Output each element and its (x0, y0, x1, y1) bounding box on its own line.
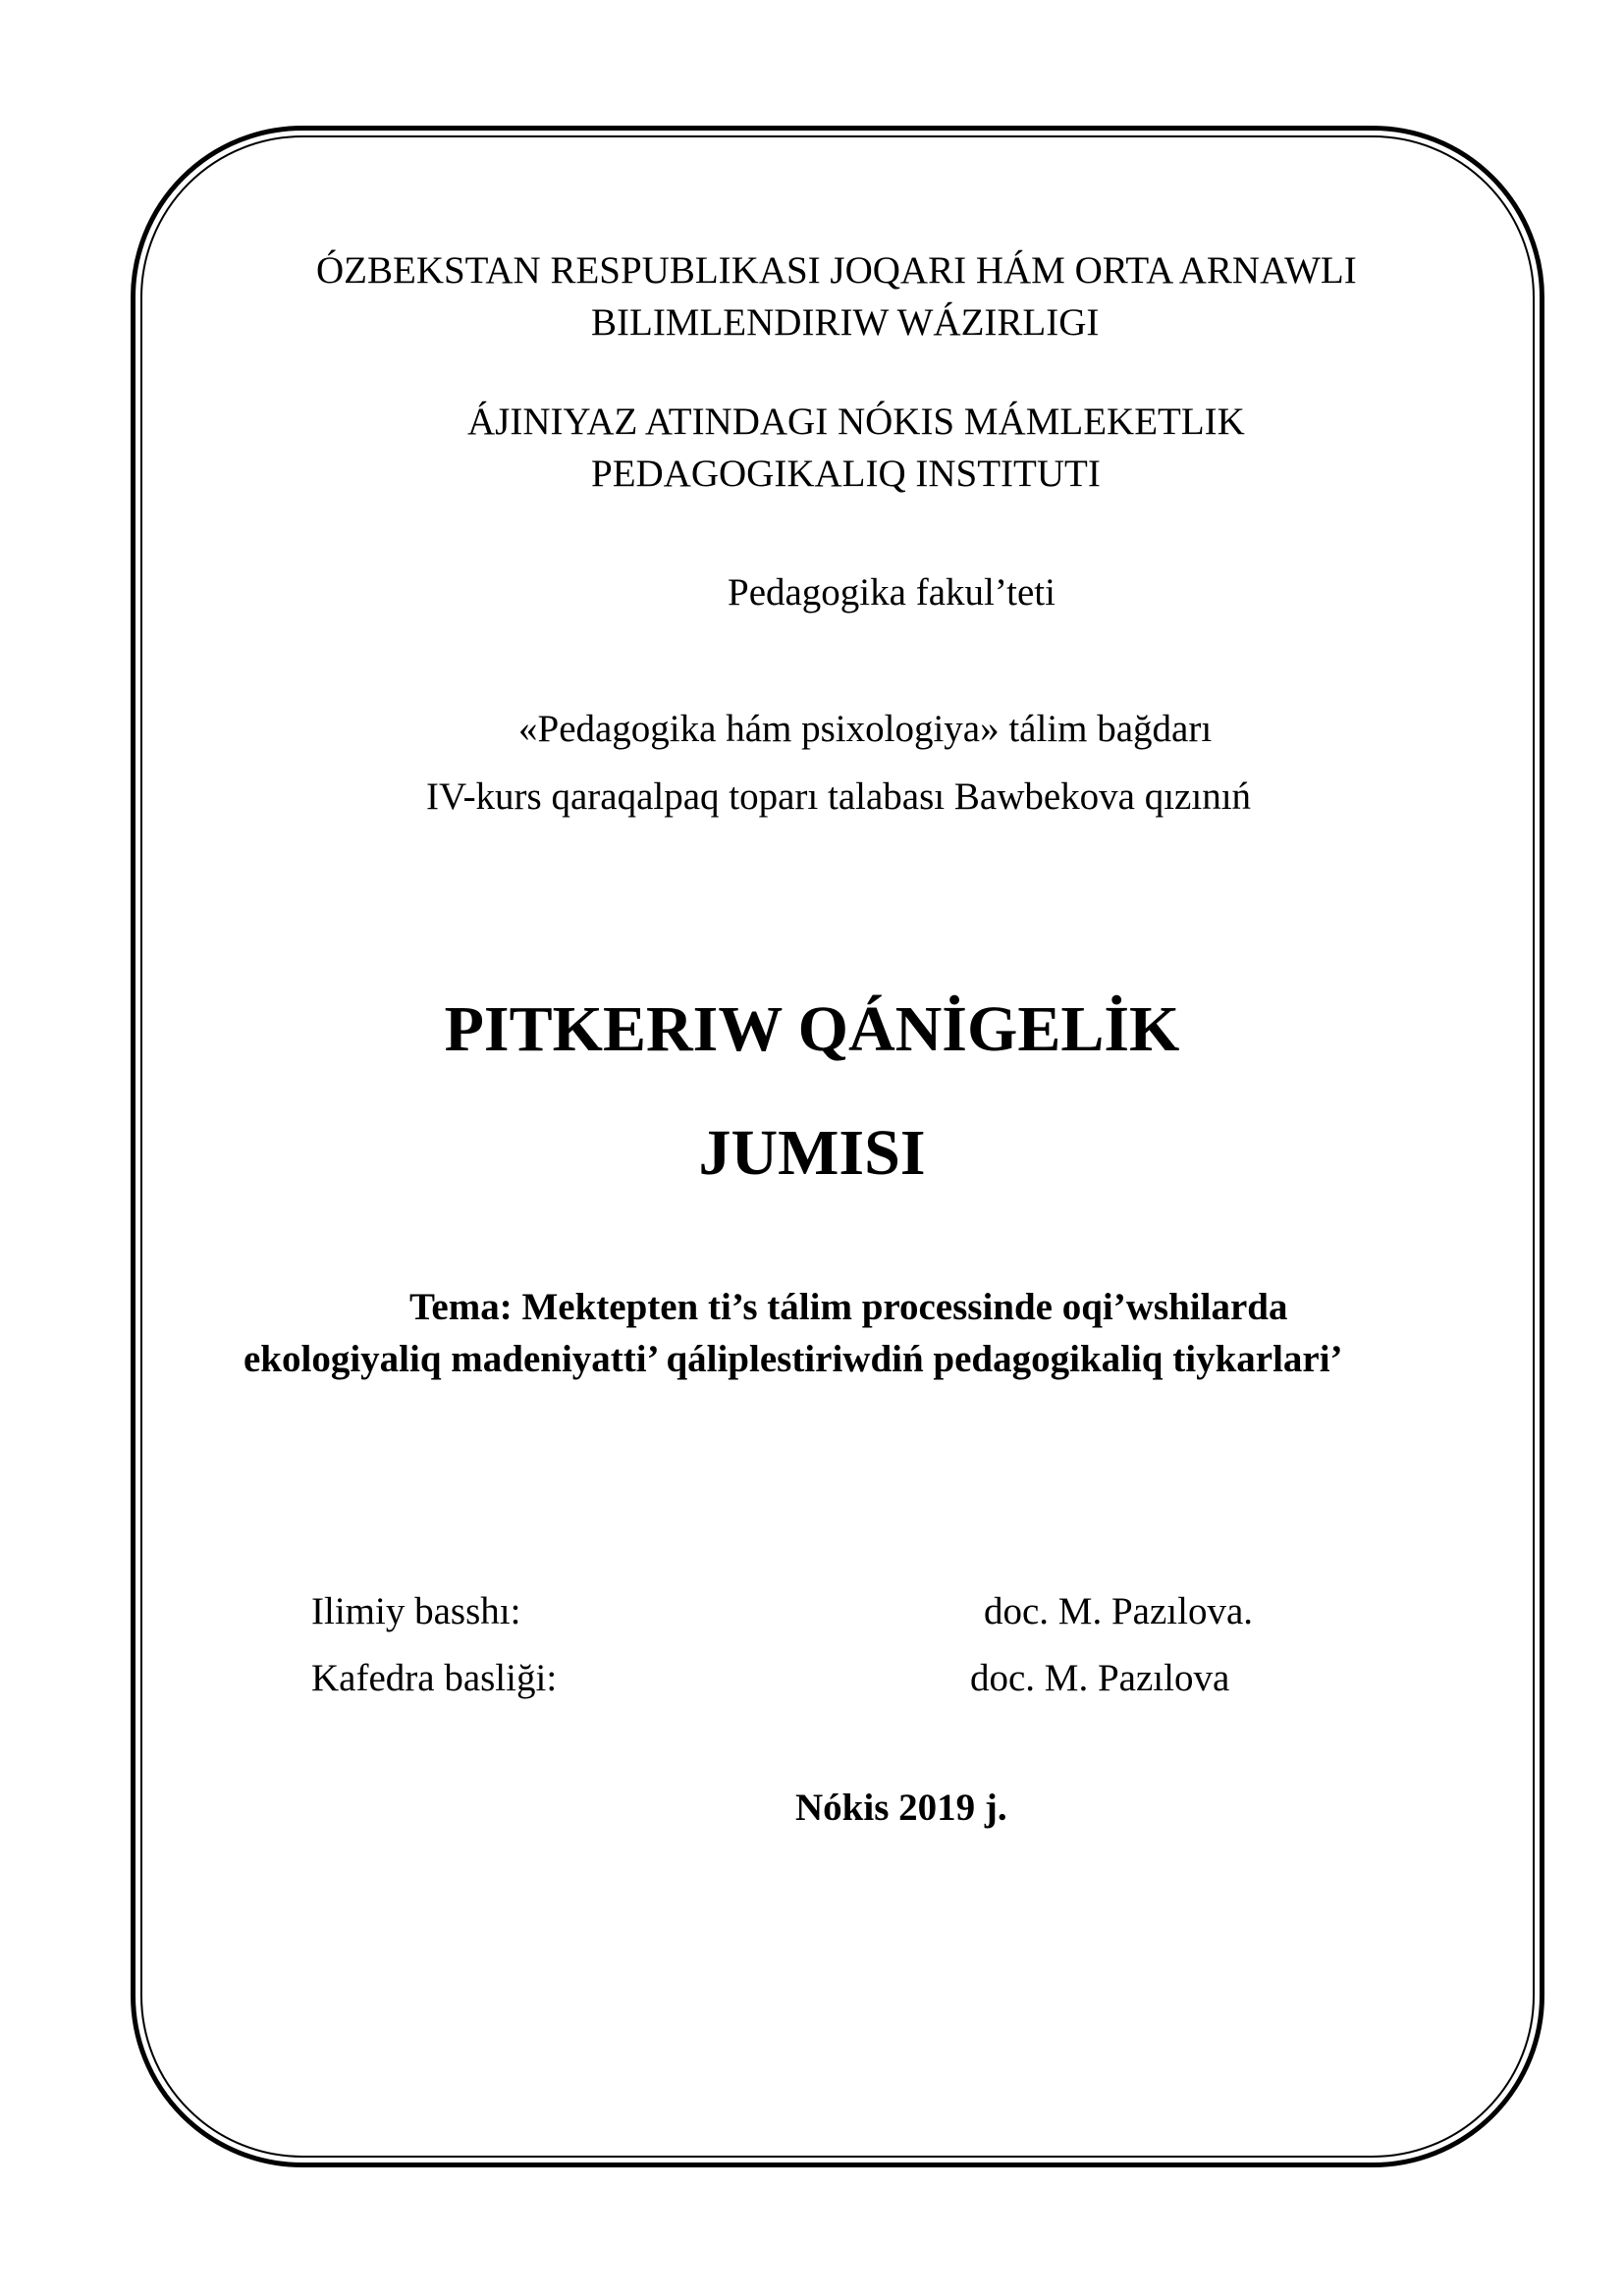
program-name: «Pedagogika hám psixologiya» tálim bağdarı (518, 708, 1213, 750)
faculty-name: Pedagogika fakul’teti (728, 571, 1056, 614)
topic-line-2: ekologiyaliq madeniyatti’ qáliplestiriwdiń pedagogikaliq tiykarlari’ (244, 1338, 1343, 1380)
topic-line-1: Tema: Mektepten ti’s tálim processinde oqi’wshilarda (409, 1286, 1288, 1328)
institute-line-1: ÁJINIYAZ ATINDAGI NÓKIS MÁMLEKETLIK (467, 400, 1245, 443)
supervisor-name: doc. M. Pazılova. (984, 1590, 1254, 1632)
document-title-line-2: JUMISI (698, 1117, 926, 1189)
institute-line-2: PEDAGOGIKALIQ INSTITUTI (591, 453, 1101, 495)
ministry-line-1: ÓZBEKSTAN RESPUBLIKASI JOQARI HÁM ORTA ARNAWLI (316, 249, 1357, 292)
place-and-year: Nókis 2019 j. (795, 1787, 1007, 1829)
ministry-line-2: BILIMLENDIRIW WÁZIRLIGI (591, 301, 1100, 344)
supervisor-label: Ilimiy basshı: (311, 1590, 521, 1632)
head-of-department-name: doc. M. Pazılova (970, 1657, 1230, 1699)
student-info: IV-kurs qaraqalpaq toparı talabası Bawbekova qızınıń (426, 775, 1252, 818)
head-of-department-label: Kafedra basliği: (311, 1657, 558, 1699)
document-title-line-1: PITKERIW QÁNİGELİK (444, 993, 1180, 1065)
